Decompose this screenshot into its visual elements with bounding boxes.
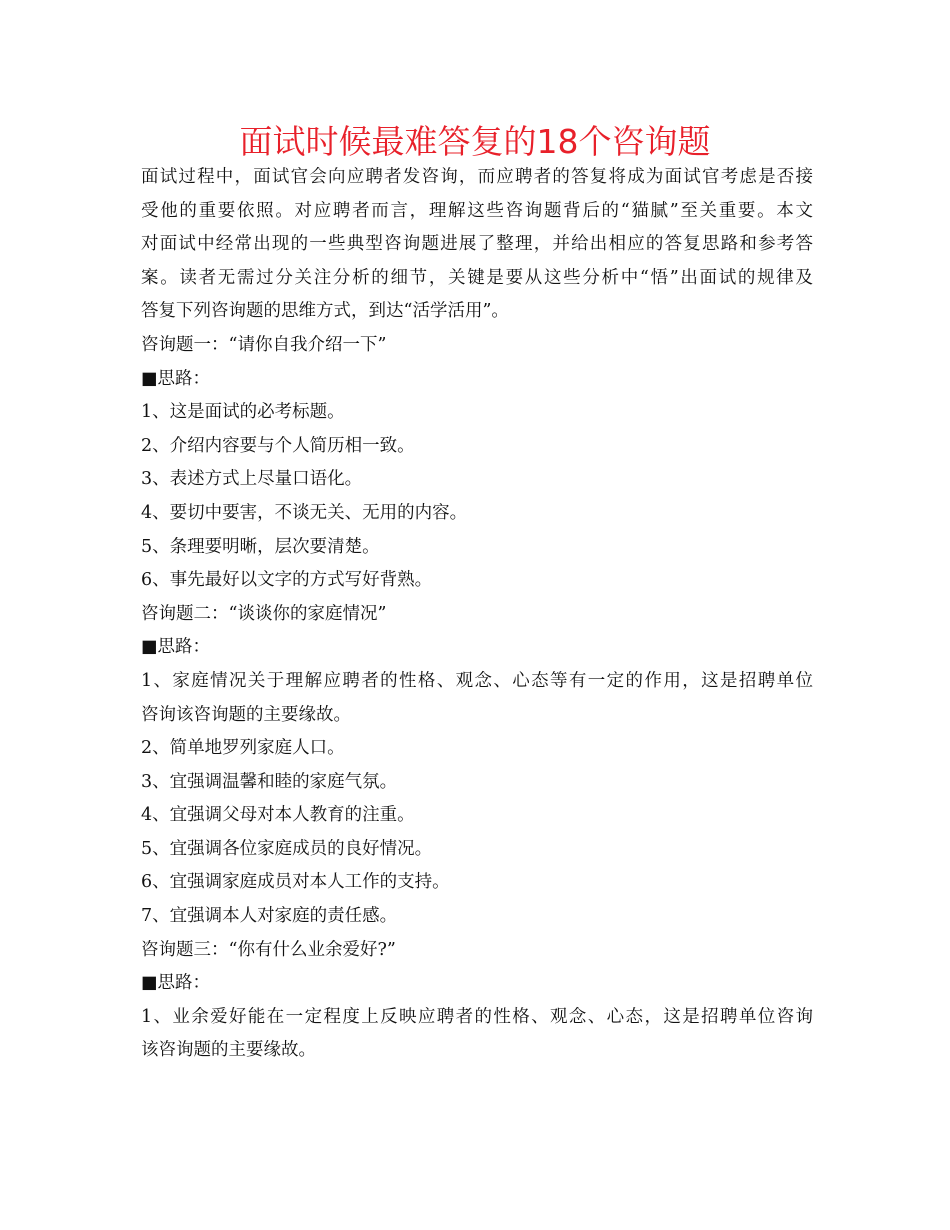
paragraph-line: 1、业余爱好能在一定程度上反映应聘者的性格、观念、心态，这是招聘单位咨询 [141, 1006, 813, 1027]
paragraph-line: 答复下列咨询题的思维方式，到达“活学活用”。 [141, 301, 509, 322]
paragraph-line: 5、条理要明晰，层次要清楚。 [141, 536, 380, 557]
paragraph-line: 受他的重要依照。对应聘者而言，理解这些咨询题背后的“猫腻”至关重要。本文 [141, 200, 813, 221]
paragraph-line: 咨询题二：“谈谈你的家庭情况” [141, 603, 387, 624]
paragraph-line: ■思路： [141, 368, 211, 389]
paragraph-line: 5、宜强调各位家庭成员的良好情况。 [141, 838, 433, 859]
paragraph-line: 7、宜强调本人对家庭的责任感。 [141, 906, 398, 927]
paragraph-line: 案。读者无需过分关注分析的细节，关键是要从这些分析中“悟”出面试的规律及 [141, 267, 813, 288]
paragraph-line: 咨询该咨询题的主要缘故。 [141, 704, 351, 725]
paragraph-line: 4、宜强调父母对本人教育的注重。 [141, 805, 415, 826]
paragraph-line: 2、介绍内容要与个人简历相一致。 [141, 435, 415, 456]
paragraph-line: ■思路： [141, 973, 211, 994]
paragraph-line: 2、简单地罗列家庭人口。 [141, 738, 345, 759]
document-body [141, 161, 813, 1068]
paragraph-line: 1、这是面试的必考标题。 [141, 402, 345, 423]
paragraph-line: 咨询题一：“请你自我介绍一下” [141, 334, 387, 355]
paragraph-line: 该咨询题的主要缘故。 [141, 1040, 316, 1061]
paragraph-line: 面试过程中，面试官会向应聘者发咨询，而应聘者的答复将成为面试官考虑是否接 [141, 167, 813, 187]
paragraph-line: 对面试中经常出现的一些典型咨询题进展了整理，并给出相应的答复思路和参考答 [141, 234, 813, 255]
paragraph-line: 4、要切中要害，不谈无关、无用的内容。 [141, 502, 468, 523]
paragraph-line: 6、事先最好以文字的方式写好背熟。 [141, 570, 433, 591]
paragraph-line: 3、表述方式上尽量口语化。 [141, 469, 363, 490]
paragraph-line: ■思路： [141, 637, 211, 658]
paragraph-line: 3、宜强调温馨和睦的家庭气氛。 [141, 771, 398, 792]
paragraph-line: 咨询题三：“你有什么业余爱好?” [141, 939, 396, 960]
paragraph-line: 6、宜强调家庭成员对本人工作的支持。 [141, 872, 450, 893]
paragraph-line: 1、家庭情况关于理解应聘者的性格、观念、心态等有一定的作用，这是招聘单位 [141, 670, 813, 691]
document-title: 面试时候最难答复的18个咨询题 [239, 122, 711, 161]
